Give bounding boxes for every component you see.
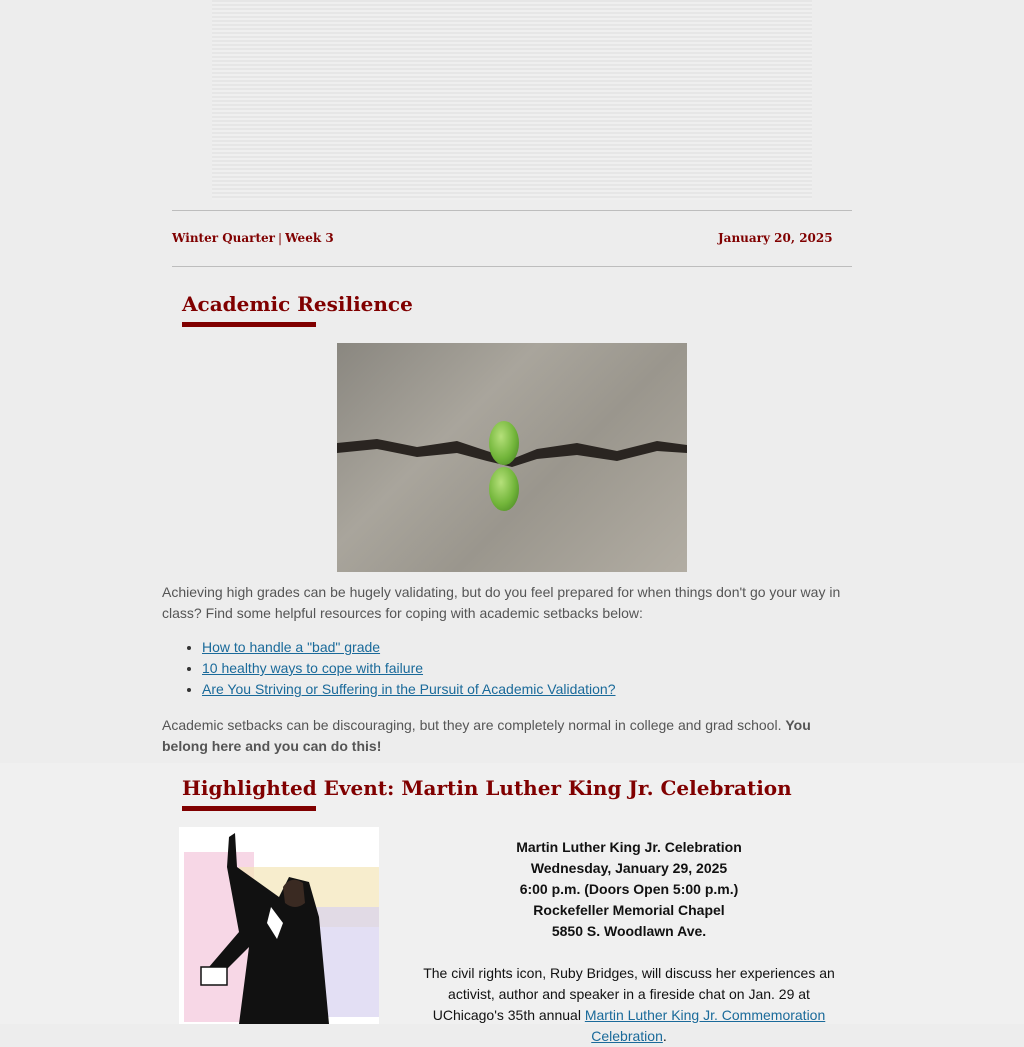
section-title-event: Highlighted Event: Martin Luther King Jr. Celebration xyxy=(182,776,792,800)
link-striving-suffering[interactable]: Are You Striving or Suffering in the Pursuit of Academic Validation? xyxy=(202,681,616,697)
event-name: Martin Luther King Jr. Celebration xyxy=(516,839,742,855)
resilience-intro: Achieving high grades can be hugely validating, but do you feel prepared for when things don't go your way in class? Find some helpful resources for coping with academic setbacks below: xyxy=(162,584,841,621)
event-time: 6:00 p.m. (Doors Open 5:00 p.m.) xyxy=(519,881,739,897)
divider-top xyxy=(172,210,852,211)
week-label: Week 3 xyxy=(285,231,334,245)
link-mlk-celebration[interactable]: Martin Luther King Jr. Commemoration Celebration xyxy=(584,1007,826,1044)
resource-list xyxy=(162,637,616,700)
list-item xyxy=(202,679,616,700)
spacer xyxy=(412,942,846,963)
title-underline xyxy=(182,322,316,327)
separator: | xyxy=(278,231,283,245)
link-cope-failure[interactable]: 10 healthy ways to cope with failure xyxy=(202,660,424,676)
section-title-resilience: Academic Resilience xyxy=(182,292,413,316)
event-description xyxy=(412,963,846,1047)
sprout-photo xyxy=(337,343,687,572)
event-date: Wednesday, January 29, 2025 xyxy=(530,860,728,876)
list-item xyxy=(202,637,616,658)
event-description-end: . xyxy=(662,1028,667,1044)
closing-text: Academic setbacks can be discouraging, but they are completely normal in college and grad school. xyxy=(162,717,786,733)
mlk-illustration xyxy=(179,827,379,1024)
closing-emphasis: You belong here and you can do this! xyxy=(162,717,811,754)
quarter-label: Winter Quarter xyxy=(172,231,276,245)
event-details xyxy=(412,837,846,1047)
newsletter-banner xyxy=(212,0,812,200)
event-address: 5850 S. Woodlawn Ave. xyxy=(551,923,707,939)
event-venue: Rockefeller Memorial Chapel xyxy=(533,902,725,918)
link-bad-grade[interactable]: How to handle a "bad" grade xyxy=(202,639,381,655)
list-item xyxy=(202,658,616,679)
issue-date: January 20, 2025 xyxy=(718,231,833,245)
sprout-leaf-top xyxy=(489,421,519,465)
issue-info xyxy=(172,231,334,245)
resilience-closing xyxy=(162,715,852,757)
title-underline xyxy=(182,806,316,811)
divider-bottom xyxy=(172,266,852,267)
event-description-text: The civil rights icon, Ruby Bridges, will discuss her experiences an activist, author and speaker in a fireside chat on Jan. 29 at UChicago's 35th annual xyxy=(423,965,835,1023)
sprout-leaf-bottom xyxy=(489,467,519,511)
